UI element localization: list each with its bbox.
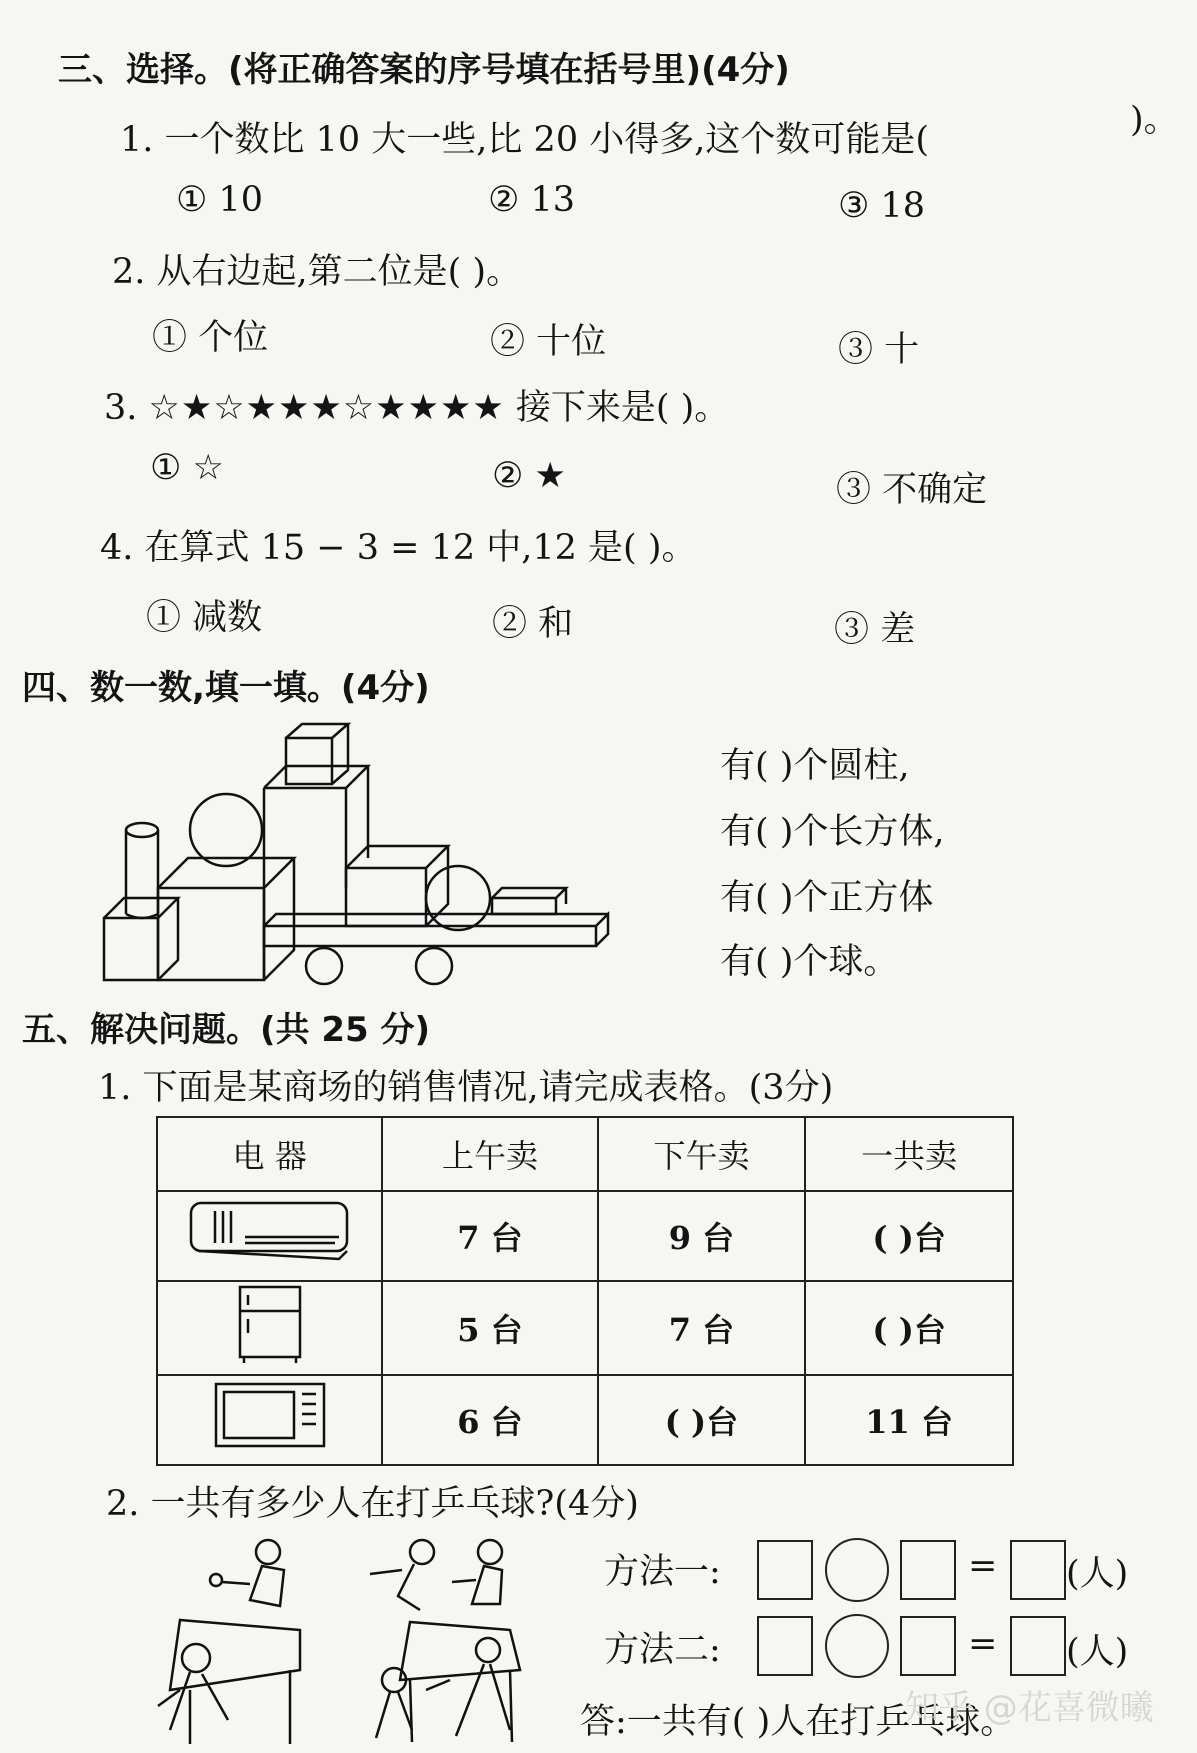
table-header-row <box>157 1117 1013 1191</box>
q3-number: 3. <box>104 388 138 428</box>
microwave-icon <box>210 1378 330 1454</box>
cell-pm: 9 台 <box>598 1191 806 1281</box>
q3-option-1[interactable]: ① ☆ <box>150 448 224 488</box>
method-1-result-box[interactable] <box>1010 1540 1066 1600</box>
q3-option-2[interactable]: ② ★ <box>492 456 566 496</box>
q5-2-text: 2. 一共有多少人在打乒乓球?(4分) <box>106 1484 639 1524</box>
cell-am: 6 台 <box>382 1375 597 1465</box>
cell-total[interactable]: ( )台 <box>805 1281 1013 1375</box>
q1-option-2[interactable]: ② 13 <box>488 180 576 220</box>
count-ball: 有( )个球。 <box>720 942 899 982</box>
q4-option-3[interactable]: ③ 差 <box>834 610 916 650</box>
answer-line: 答:一共有( )人在打乒乓球。 <box>580 1702 1016 1742</box>
section-5-title: 五、解决问题。(共 25 分) <box>22 1010 431 1050</box>
header-morning: 上午卖 <box>382 1117 597 1191</box>
count-cube: 有( )个正方体 <box>720 878 934 918</box>
air-conditioner-image <box>157 1191 382 1281</box>
cell-am: 7 台 <box>382 1191 597 1281</box>
cell-total: 11 台 <box>805 1375 1013 1465</box>
cell-pm: 7 台 <box>598 1281 806 1375</box>
method-2-operator-circle[interactable] <box>825 1614 889 1678</box>
q1-option-1[interactable]: ① 10 <box>176 180 264 220</box>
q3-star-sequence: ☆★☆★★★☆★★★★ <box>148 388 505 428</box>
method-2-result-box[interactable] <box>1010 1616 1066 1676</box>
microwave-image <box>157 1375 382 1465</box>
section-4-title: 四、数一数,填一填。(4分) <box>22 668 430 708</box>
q4-text: 4. 在算式 15 − 3 = 12 中,12 是( )。 <box>100 528 697 568</box>
q4-option-2[interactable]: ② 和 <box>492 604 574 644</box>
q4-option-1[interactable]: ① 减数 <box>146 598 263 638</box>
method-1-operator-circle[interactable] <box>825 1538 889 1602</box>
ping-pong-illustration <box>150 1530 550 1750</box>
cell-pm[interactable]: ( )台 <box>598 1375 806 1465</box>
count-cylinder: 有( )个圆柱, <box>720 746 910 786</box>
q2-text: 2. 从右边起,第二位是( )。 <box>112 252 522 292</box>
shapes-illustration <box>96 718 616 988</box>
method-1-box-2[interactable] <box>900 1540 956 1600</box>
q1-text: 1. 一个数比 10 大一些,比 20 小得多,这个数可能是( <box>120 120 930 160</box>
q1-close: )。 <box>1130 100 1179 140</box>
q3-tail: 接下来是( )。 <box>515 388 730 428</box>
count-cuboid: 有( )个长方体, <box>720 812 945 852</box>
section-3-title: 三、选择。(将正确答案的序号填在括号里)(4分) <box>58 50 790 90</box>
q1-option-3[interactable]: ③ 18 <box>838 186 926 226</box>
method-2-box-1[interactable] <box>757 1616 813 1676</box>
method-1-box-1[interactable] <box>757 1540 813 1600</box>
q2-option-2[interactable]: ② 十位 <box>490 322 607 362</box>
watermark: 知乎 @花喜微曦 <box>905 1688 1154 1728</box>
table-row <box>157 1375 1013 1465</box>
method-2-equals: = <box>968 1624 998 1664</box>
cell-am: 5 台 <box>382 1281 597 1375</box>
air-conditioner-icon <box>185 1197 355 1267</box>
q3-option-3[interactable]: ③ 不确定 <box>836 470 988 510</box>
header-appliance: 电 器 <box>157 1117 382 1191</box>
method-2-box-2[interactable] <box>900 1616 956 1676</box>
q3-text <box>104 380 729 430</box>
method-1-label: 方法一: <box>604 1552 721 1592</box>
sales-table <box>156 1116 1014 1466</box>
cell-total[interactable]: ( )台 <box>805 1191 1013 1281</box>
header-afternoon: 下午卖 <box>598 1117 806 1191</box>
method-2-label: 方法二: <box>604 1630 721 1670</box>
method-2-unit: (人) <box>1066 1632 1129 1672</box>
header-total: 一共卖 <box>805 1117 1013 1191</box>
q2-option-1[interactable]: ① 个位 <box>152 318 269 358</box>
method-1-equals: = <box>968 1546 998 1586</box>
table-row <box>157 1281 1013 1375</box>
table-row <box>157 1191 1013 1281</box>
q5-1-text: 1. 下面是某商场的销售情况,请完成表格。(3分) <box>98 1068 834 1108</box>
method-1-unit: (人) <box>1066 1554 1129 1594</box>
refrigerator-icon <box>230 1283 310 1365</box>
q2-option-3[interactable]: ③ 十 <box>838 330 920 370</box>
refrigerator-image <box>157 1281 382 1375</box>
